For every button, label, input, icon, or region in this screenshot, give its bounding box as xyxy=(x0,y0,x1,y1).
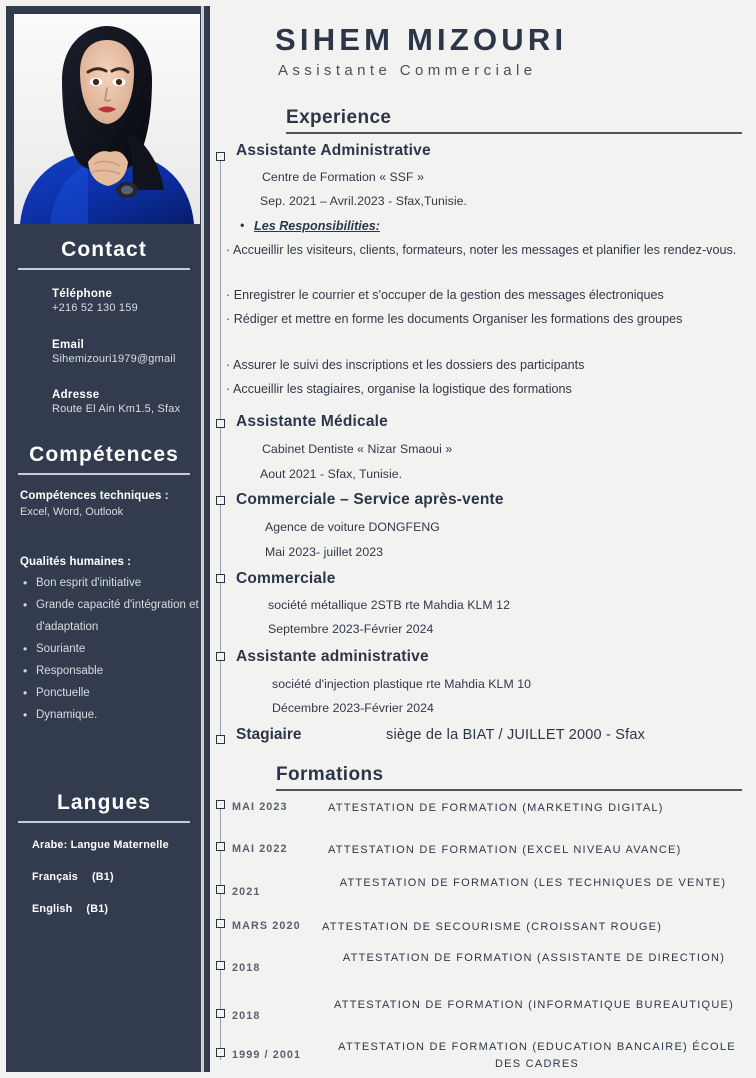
languages-list xyxy=(32,839,207,935)
language-row xyxy=(32,903,207,915)
languages-divider xyxy=(18,821,190,823)
job-detail: siège de la BIAT / JUILLET 2000 - Sfax xyxy=(386,727,646,743)
timeline-marker xyxy=(216,800,225,809)
job-period: Décembre 2023-Février 2024 xyxy=(272,701,434,715)
language-level: (B1) xyxy=(86,903,109,915)
job-org: société d'injection plastique rte Mahdia KLM 10 xyxy=(272,677,531,691)
technical-skills-value: Excel, Word, Outlook xyxy=(20,506,124,518)
email-value[interactable]: Sihemizouri1979@gmail xyxy=(52,353,176,365)
page-subtitle: Assistante Commerciale xyxy=(278,62,537,79)
contact-divider xyxy=(18,268,190,270)
formation-text: ATTESTATION DE FORMATION (EXCEL NIVEAU AVANCE) xyxy=(328,844,682,856)
experience-heading-wrap xyxy=(286,107,742,134)
formation-text: ATTESTATION DE FORMATION (LES TECHNIQUES DE VENTE) xyxy=(339,877,727,889)
formation-text: ATTESTATION DE FORMATION (ASSISTANTE DE DIRECTION) xyxy=(342,952,726,964)
formation-text: ATTESTATION DE FORMATION (MARKETING DIGITAL) xyxy=(328,802,664,814)
job-title: Assistante Administrative xyxy=(236,142,431,159)
language-level: (B1) xyxy=(92,871,114,883)
languages-heading: Langues xyxy=(56,791,152,814)
job-period: Septembre 2023-Février 2024 xyxy=(268,622,434,636)
list-item: • Souriante xyxy=(20,638,202,660)
responsibility-item: · Rédiger et mettre en forme les documents Organiser les formations des groupes xyxy=(226,312,683,326)
language-row xyxy=(32,871,207,883)
list-item: • Grande capacité d'intégration et d'adaptation xyxy=(20,594,202,638)
responsibility-item: · Accueillir les stagiaires, organise la logistique des formations xyxy=(226,382,572,396)
language-name: Arabe: Langue Maternelle xyxy=(32,839,169,851)
list-item: • Dynamique. xyxy=(20,704,202,726)
job-period: Aout 2021 - Sfax, Tunisie. xyxy=(260,467,403,481)
phone-value[interactable]: +216 52 130 159 xyxy=(52,302,138,314)
timeline-marker xyxy=(216,419,225,428)
timeline-marker xyxy=(216,961,225,970)
job-title: Commerciale xyxy=(236,570,336,587)
job-title: Commerciale – Service après-vente xyxy=(236,491,504,508)
page-title: SIHEM MIZOURI xyxy=(275,22,568,57)
timeline-marker xyxy=(216,652,225,661)
address-value: Route El Ain Km1.5, Sfax xyxy=(52,403,181,415)
responsibility-item: · Assurer le suivi des inscriptions et les dossiers des participants xyxy=(226,358,585,372)
timeline-marker xyxy=(216,152,225,161)
formation-text: ATTESTATION DE FORMATION (INFORMATIQUE BUREAUTIQUE) xyxy=(333,999,735,1011)
list-item: • Ponctuelle xyxy=(20,682,202,704)
timeline-marker xyxy=(216,1048,225,1057)
timeline-marker xyxy=(216,1009,225,1018)
formation-date: MAI 2023 xyxy=(232,801,288,813)
contact-item-email xyxy=(52,339,207,365)
bullet-icon: • xyxy=(240,218,245,232)
timeline-marker xyxy=(216,574,225,583)
main-content xyxy=(210,0,756,1078)
phone-label: Téléphone xyxy=(52,288,113,300)
language-row xyxy=(32,839,207,851)
timeline-marker xyxy=(216,496,225,505)
timeline-marker xyxy=(216,842,225,851)
contact-item-phone xyxy=(52,288,202,314)
soft-skills-list xyxy=(20,572,202,726)
job-org: Centre de Formation « SSF » xyxy=(262,170,424,184)
job-org: société métallique 2STB rte Mahdia KLM 12 xyxy=(268,598,510,612)
contact-item-address xyxy=(52,389,207,415)
portrait-photo xyxy=(14,14,200,224)
experience-divider xyxy=(286,132,742,134)
timeline-marker xyxy=(216,885,225,894)
list-item: • Bon esprit d'initiative xyxy=(20,572,202,594)
formation-date: MARS 2020 xyxy=(232,920,301,932)
job-title: Stagiaire xyxy=(236,726,302,743)
timeline-marker xyxy=(216,919,225,928)
job-period: Sep. 2021 – Avril.2023 - Sfax,Tunisie. xyxy=(260,194,467,208)
avatar xyxy=(14,14,200,224)
experience-heading: Experience xyxy=(286,107,392,128)
formation-date: 2018 xyxy=(232,962,261,974)
job-title: Assistante administrative xyxy=(236,648,429,665)
job-title: Assistante Médicale xyxy=(236,413,388,430)
formations-heading: Formations xyxy=(276,764,384,785)
sidebar xyxy=(6,6,210,1072)
formation-date: 1999 / 2001 xyxy=(232,1049,302,1061)
list-item: • Responsable xyxy=(20,660,202,682)
language-name: Français xyxy=(32,871,79,883)
skills-section xyxy=(6,443,202,475)
responsibilities-label xyxy=(240,218,380,233)
responsibilities-label-text: Les Responsibilities: xyxy=(254,219,380,233)
job-period: Mai 2023- juillet 2023 xyxy=(265,545,383,559)
responsibility-item: · Enregistrer le courrier et s'occuper de la gestion des messages électroniques xyxy=(226,288,664,302)
email-label: Email xyxy=(52,339,85,351)
contact-heading: Contact xyxy=(61,238,147,261)
formation-date: MAI 2022 xyxy=(232,843,288,855)
languages-section xyxy=(6,791,202,823)
skills-divider xyxy=(18,473,190,475)
job-org: Cabinet Dentiste « Nizar Smaoui » xyxy=(262,442,453,456)
language-name: English xyxy=(32,903,73,915)
contact-section xyxy=(6,238,202,270)
formations-heading-wrap xyxy=(276,764,742,791)
formation-date: 2021 xyxy=(232,886,261,898)
soft-skills-label: Qualités humaines : xyxy=(20,556,132,568)
formation-text: ATTESTATION DE FORMATION (EDUCATION BANCAIRE) ÉCOLE DES CADRES xyxy=(338,1041,736,1070)
timeline-marker xyxy=(216,735,225,744)
skills-heading: Compétences xyxy=(29,443,179,466)
responsibility-item: · Accueillir les visiteurs, clients, formateurs, noter les messages et planifier les rendez-vous. xyxy=(226,243,737,257)
formations-divider xyxy=(276,789,742,791)
job-org: Agence de voiture DONGFENG xyxy=(265,520,440,534)
address-label: Adresse xyxy=(52,389,100,401)
formation-date: 2018 xyxy=(232,1010,261,1022)
technical-skills xyxy=(20,490,202,518)
soft-skills xyxy=(20,556,202,726)
formation-text: ATTESTATION DE SECOURISME (CROISSANT ROUGE) xyxy=(322,921,663,933)
technical-skills-label: Compétences techniques : xyxy=(20,490,169,502)
